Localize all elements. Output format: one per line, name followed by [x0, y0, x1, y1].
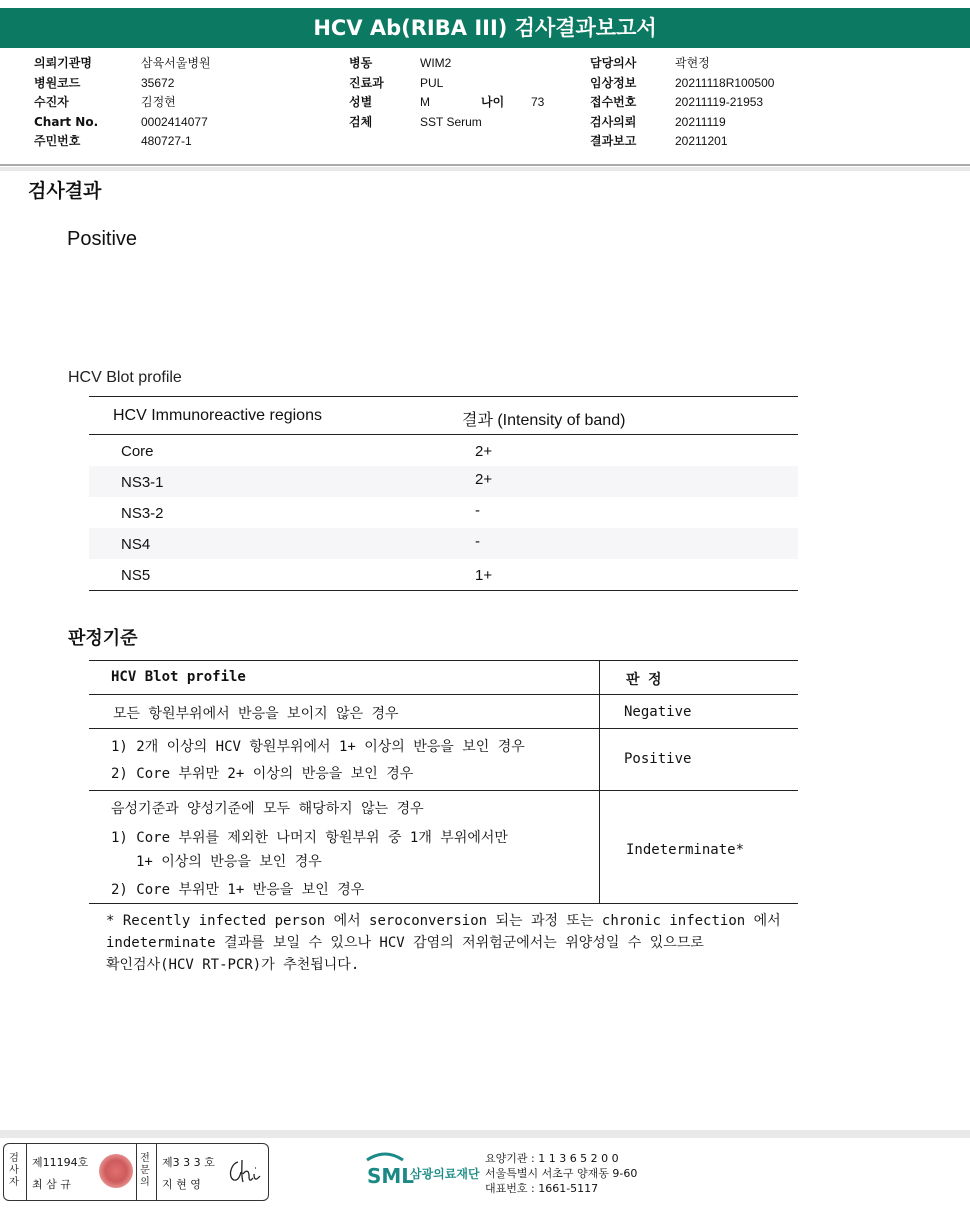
- intensity-cell: 2+: [475, 443, 493, 460]
- table-row: [89, 559, 798, 591]
- sml-logo: [363, 1150, 481, 1194]
- official-seal-icon: [99, 1154, 133, 1188]
- footnote-line: 확인검사(HCV RT-PCR)가 추천됩니다.: [106, 957, 360, 973]
- logo-text: SML: [367, 1164, 415, 1188]
- criteria-text: 1+ 이상의 반응을 보인 경우: [136, 854, 322, 870]
- table-row: [89, 466, 798, 497]
- info-row: [349, 74, 569, 94]
- blot-header-intensity: 결과 (Intensity of band): [462, 412, 626, 429]
- report-title: HCV Ab(RIBA III) 검사결과보고서: [0, 8, 970, 48]
- result-section-title: 검사결과: [28, 180, 102, 202]
- region-cell: NS3-2: [121, 505, 164, 522]
- signature-box: [3, 1143, 269, 1201]
- info-label: 병원코드: [34, 75, 81, 90]
- info-value: 김정현: [141, 95, 176, 109]
- blot-header-region: HCV Immunoreactive regions: [113, 407, 322, 424]
- info-value: 0002414077: [141, 114, 208, 129]
- criteria-table: [89, 660, 798, 904]
- lab-name: 삼광의료재단: [410, 1167, 480, 1181]
- age-label: 나이: [481, 95, 505, 109]
- info-row: [34, 74, 294, 94]
- table-row: [89, 435, 798, 466]
- info-label: 성별: [349, 95, 373, 109]
- signature-separator: [156, 1144, 157, 1200]
- criteria-row-indeterminate: [89, 791, 798, 904]
- info-value: 20211201: [675, 134, 728, 148]
- criteria-cell: [89, 729, 600, 790]
- criteria-header-left: [89, 661, 600, 694]
- info-row: [349, 113, 569, 133]
- lab-info: [485, 1151, 637, 1196]
- verdict-negative: Negative: [624, 704, 692, 720]
- info-value: 20211118R100500: [675, 75, 775, 90]
- signer-number-1: 제11194호: [32, 1156, 89, 1169]
- signer-number-2: 제3 3 3 호: [162, 1156, 215, 1169]
- info-row: [349, 54, 569, 74]
- criteria-text: 1) Core 부위를 제외한 나머지 항원부위 중 1개 부위에서만: [111, 830, 508, 846]
- criteria-header-profile: HCV Blot profile: [111, 669, 246, 685]
- signer-name-1: 최 삼 규: [32, 1178, 71, 1191]
- criteria-header-right: [600, 661, 798, 694]
- info-row: [34, 132, 294, 152]
- lab-info-line: 대표번호 : 1661-5117: [485, 1182, 599, 1195]
- signer-label-1: 검사자: [9, 1153, 19, 1188]
- region-cell: Core: [121, 443, 154, 460]
- signature-separator: [26, 1144, 27, 1200]
- criteria-header-verdict: 판 정: [626, 672, 662, 688]
- lab-info-line: 서울특별시 서초구 양재동 9-60: [485, 1167, 638, 1180]
- criteria-text: 음성기준과 양성기준에 모두 해당하지 않는 경우: [111, 801, 424, 817]
- intensity-cell: -: [475, 502, 480, 519]
- info-value: SST Serum: [420, 114, 482, 129]
- footnote: [106, 910, 781, 976]
- verdict-indeterminate: Indeterminate*: [626, 842, 745, 858]
- criteria-row-positive: [89, 729, 798, 791]
- result-value: Positive: [67, 228, 138, 250]
- info-label: 주민번호: [34, 134, 81, 148]
- info-row: [590, 132, 810, 152]
- criteria-cell: [89, 791, 600, 903]
- info-label: 임상정보: [590, 75, 637, 90]
- region-cell: NS5: [121, 567, 151, 584]
- table-row: [89, 497, 798, 528]
- info-row: [590, 93, 810, 113]
- info-row: [34, 54, 294, 74]
- region-cell: NS3-1: [121, 474, 164, 491]
- info-label: 결과보고: [590, 134, 637, 148]
- signer-name-2: 지 현 영: [162, 1178, 201, 1191]
- age-value: 73: [531, 95, 545, 109]
- region-cell: NS4: [121, 536, 151, 553]
- info-label: 담당의사: [590, 56, 637, 70]
- info-value: 20211119-21953: [675, 95, 764, 109]
- signer-label-2: 전문의: [140, 1153, 150, 1188]
- criteria-verdict-cell: [600, 695, 798, 728]
- criteria-text: 2) Core 부위만 2+ 이상의 반응을 보인 경우: [111, 766, 414, 782]
- handwritten-signature-icon: [224, 1156, 264, 1188]
- criteria-row-negative: [89, 695, 798, 729]
- sml-logo-icon: [363, 1150, 481, 1190]
- info-label: 접수번호: [590, 95, 637, 109]
- footer-divider: [0, 1130, 970, 1138]
- info-row: [34, 93, 294, 113]
- intensity-cell: -: [475, 533, 480, 550]
- info-label: 의뢰기관명: [34, 56, 92, 70]
- info-row: [590, 113, 810, 133]
- info-label: 수진자: [34, 95, 69, 109]
- criteria-text: 모든 항원부위에서 반응을 보이지 않은 경우: [113, 706, 399, 722]
- verdict-positive: Positive: [624, 751, 692, 767]
- lab-info-line: 요양기관 : 1 1 3 6 5 2 0 0: [485, 1152, 619, 1165]
- patient-info-col2: [349, 54, 569, 132]
- blot-profile-title: HCV Blot profile: [68, 369, 182, 386]
- criteria-title: 판정기준: [68, 628, 138, 649]
- info-row: [34, 113, 294, 133]
- criteria-text: 2) Core 부위만 1+ 반응을 보인 경우: [111, 882, 365, 898]
- info-row: [590, 54, 810, 74]
- info-label: 진료과: [349, 75, 384, 90]
- info-value: 20211119: [675, 114, 726, 129]
- info-divider-shadow: [0, 167, 970, 171]
- info-value: WIM2: [420, 56, 452, 70]
- footnote-line: * Recently infected person 에서 seroconversion 되는 과정 또는 chronic infection 에서: [106, 913, 781, 929]
- patient-info-col3: [590, 54, 810, 152]
- criteria-verdict-cell: [600, 729, 798, 790]
- criteria-header-row: [89, 660, 798, 695]
- intensity-cell: 1+: [475, 567, 493, 584]
- blot-profile-table: [89, 396, 798, 591]
- info-divider: [0, 164, 970, 166]
- info-value: PUL: [420, 75, 444, 90]
- info-label: Chart No.: [34, 114, 99, 129]
- info-value: 35672: [141, 75, 175, 90]
- info-label: 검사의뢰: [590, 114, 637, 129]
- info-row: [590, 74, 810, 94]
- info-value: M: [420, 95, 430, 109]
- info-value: 곽현정: [675, 56, 710, 70]
- intensity-cell: 2+: [475, 471, 493, 488]
- info-label: 검체: [349, 114, 373, 129]
- table-row: [89, 528, 798, 559]
- info-label: 병동: [349, 56, 373, 70]
- criteria-cell: [89, 695, 600, 728]
- patient-info-col1: [34, 54, 294, 152]
- info-value: 삼육서울병원: [141, 56, 211, 70]
- info-value: 480727-1: [141, 134, 192, 148]
- criteria-text: 1) 2개 이상의 HCV 항원부위에서 1+ 이상의 반응을 보인 경우: [111, 739, 525, 755]
- signature-separator: [136, 1144, 137, 1200]
- criteria-verdict-cell: [600, 791, 798, 903]
- footnote-line: indeterminate 결과를 보일 수 있으나 HCV 감염의 저위험군에서는 위양성일 수 있으므로: [106, 935, 704, 951]
- info-row: [349, 93, 569, 113]
- blot-table-header: [89, 396, 798, 435]
